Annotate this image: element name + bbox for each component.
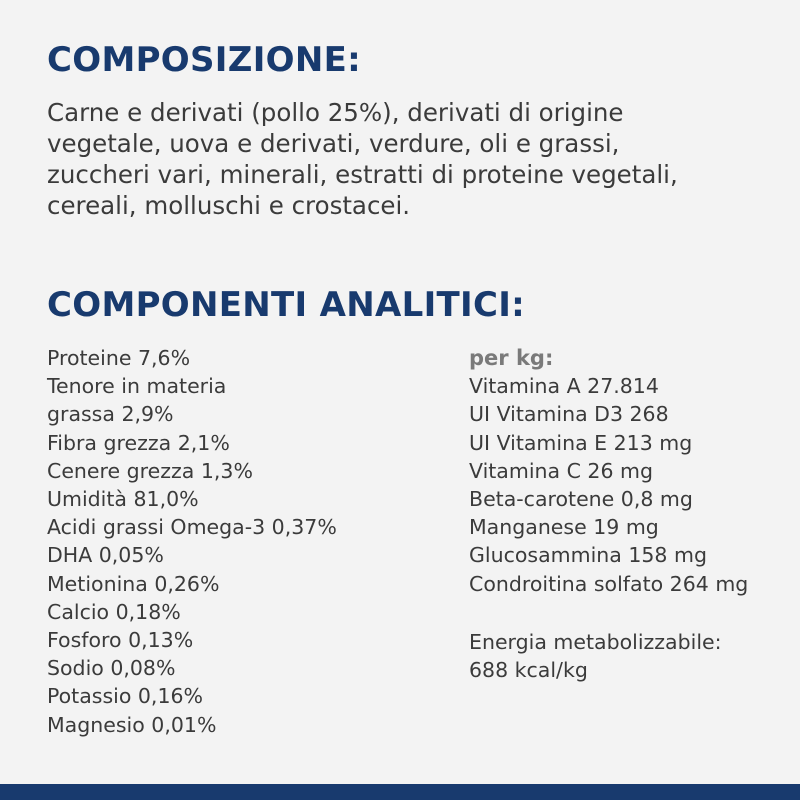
analytical-item: Sodio 0,08% <box>47 656 176 681</box>
analytical-item: grassa 2,9% <box>47 402 174 427</box>
analytical-heading: COMPONENTI ANALITICI: <box>47 285 526 325</box>
vitamin-item: Glucosammina 158 mg <box>469 543 707 568</box>
analytical-item: Fosforo 0,13% <box>47 628 194 653</box>
per-kg-label: per kg: <box>469 346 554 370</box>
energy-value: 688 kcal/kg <box>469 658 588 683</box>
analytical-left-list <box>47 344 337 739</box>
analytical-item: Cenere grezza 1,3% <box>47 458 253 483</box>
energy-block <box>469 628 722 684</box>
analytical-item: Umidità 81,0% <box>47 487 199 512</box>
energy-label: Energia metabolizzabile: <box>469 630 722 654</box>
composition-line: Carne e derivati (pollo 25%), derivati di origine <box>47 98 624 127</box>
analytical-item: Calcio 0,18% <box>47 599 181 624</box>
composition-heading: COMPOSIZIONE: <box>47 40 362 80</box>
vitamin-item: Manganese 19 mg <box>469 515 659 540</box>
vitamin-item: Vitamina C 26 mg <box>469 458 654 483</box>
vitamins-list <box>469 344 748 598</box>
vitamin-item: Beta-carotene 0,8 mg <box>469 487 693 512</box>
analytical-item: Acidi grassi Omega-3 0,37% <box>47 515 337 540</box>
analytical-item: DHA 0,05% <box>47 543 164 568</box>
analytical-item: Tenore in materia <box>47 374 227 399</box>
analytical-item: Metionina 0,26% <box>47 571 220 596</box>
composition-line: cereali, molluschi e crostacei. <box>47 191 411 220</box>
vitamin-item: Vitamina A 27.814 <box>469 374 659 399</box>
analytical-item: Potassio 0,16% <box>47 684 204 709</box>
vitamin-item: Condroitina solfato 264 mg <box>469 571 749 596</box>
vitamin-item: UI Vitamina E 213 mg <box>469 430 693 455</box>
analytical-item: Proteine 7,6% <box>47 346 191 370</box>
vitamin-item: UI Vitamina D3 268 <box>469 402 669 427</box>
analytical-item: Fibra grezza 2,1% <box>47 430 230 455</box>
composition-line: zuccheri vari, minerali, estratti di proteine vegetali, <box>47 160 678 189</box>
composition-text <box>47 97 787 221</box>
bottom-bar <box>0 784 800 800</box>
analytical-item: Magnesio 0,01% <box>47 712 217 737</box>
composition-line: vegetale, uova e derivati, verdure, oli e grassi, <box>47 129 620 158</box>
